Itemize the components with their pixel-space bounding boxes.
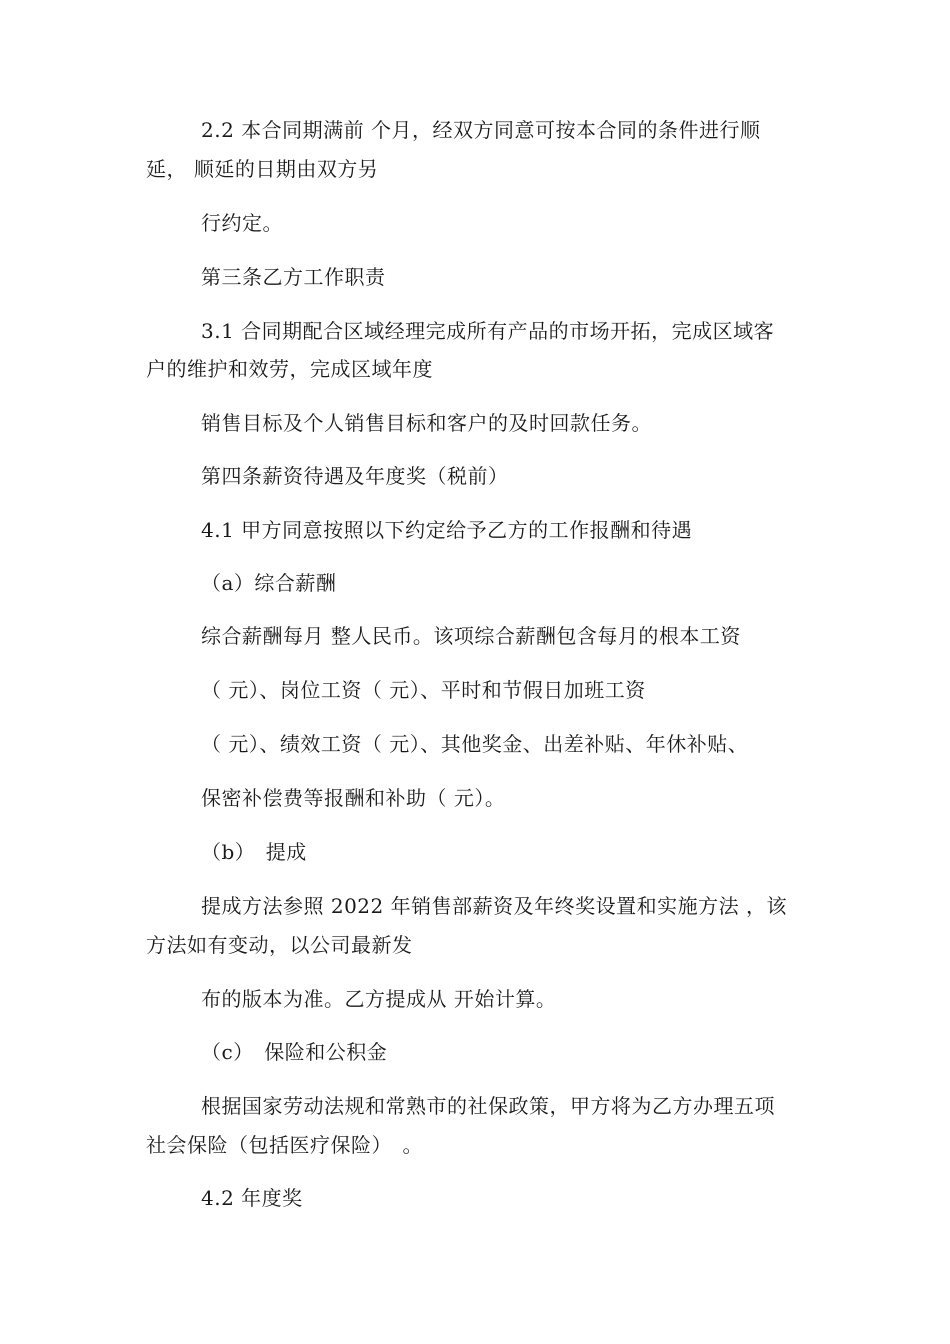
item-a-line-4: 保密补偿费等报酬和补助（ 元）。	[201, 786, 506, 810]
item-a-title: （a）综合薪酬	[201, 571, 337, 595]
article-3-heading: 第三条乙方工作职责	[201, 265, 386, 289]
article-4-heading: 第四条薪资待遇及年度奖（税前）	[201, 464, 509, 488]
item-a-line-1: 综合薪酬每月 整人民币。该项综合薪酬包含每月的根本工资	[201, 624, 741, 648]
item-b-line-2: 方法如有变动，以公司最新发	[146, 933, 413, 957]
clause-2-2-line-1: 2.2 本合同期满前 个月，经双方同意可按本合同的条件进行顺	[201, 118, 761, 142]
item-c-line-1: 根据国家劳动法规和常熟市的社保政策，甲方将为乙方办理五项	[201, 1094, 775, 1118]
clause-4-1: 4.1 甲方同意按照以下约定给予乙方的工作报酬和待遇	[201, 518, 693, 542]
item-a-line-2: （ 元）、岗位工资（ 元）、平时和节假日加班工资	[201, 678, 646, 702]
item-c-line-2: 社会保险（包括医疗保险） 。	[146, 1133, 423, 1157]
clause-2-2-line-2: 延， 顺延的日期由双方另	[146, 157, 379, 181]
clause-4-2: 4.2 年度奖	[201, 1186, 303, 1210]
item-a-line-3: （ 元）、绩效工资（ 元）、其他奖金、出差补贴、年休补贴、	[201, 732, 749, 756]
item-b-line-3: 布的版本为准。乙方提成从 开始计算。	[201, 987, 557, 1011]
item-b-line-1: 提成方法参照 2022 年销售部薪资及年终奖设置和实施方法 ，该	[201, 894, 787, 918]
clause-2-2-line-3: 行约定。	[201, 211, 283, 235]
clause-3-1-line-1: 3.1 合同期配合区域经理完成所有产品的市场开拓，完成区域客	[201, 319, 775, 343]
clause-3-1-line-3: 销售目标及个人销售目标和客户的及时回款任务。	[201, 411, 652, 435]
item-c-title: （c） 保险和公积金	[201, 1040, 388, 1064]
item-b-title: （b） 提成	[201, 840, 307, 864]
clause-3-1-line-2: 户的维护和效劳，完成区域年度	[146, 357, 433, 381]
